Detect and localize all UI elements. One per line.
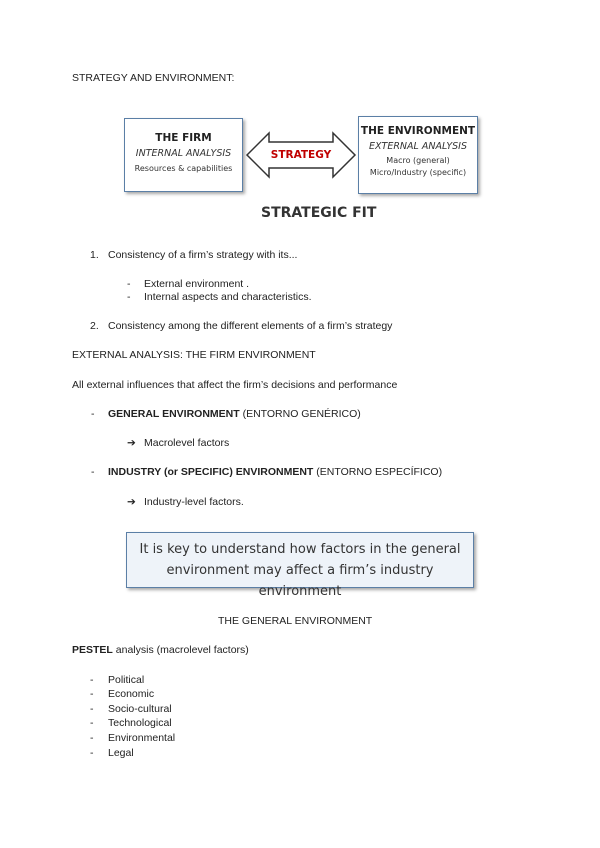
environment-box (358, 116, 478, 194)
firm-title: THE FIRM (155, 132, 212, 144)
arrow-bullet-icon: ➔ (127, 496, 136, 508)
callout-box (126, 532, 474, 599)
bold-term: PESTEL (72, 644, 113, 656)
dash-bullet: - (90, 732, 94, 744)
section-heading: EXTERNAL ANALYSIS: THE FIRM ENVIRONMENT (72, 349, 316, 361)
general-environment-item (108, 408, 361, 420)
dash-bullet: - (127, 278, 131, 290)
term-translation: (ENTORNO ESPECÍFICO) (313, 466, 443, 478)
dash-bullet: - (90, 747, 94, 759)
strategy-label: STRATEGY (270, 149, 332, 161)
dash-bullet: - (127, 291, 131, 303)
dash-bullet: - (90, 717, 94, 729)
industry-environment-item (108, 466, 442, 478)
list-item: Political (108, 674, 145, 686)
dash-bullet: - (90, 674, 94, 686)
list-number: 1. (90, 249, 99, 261)
firm-detail: Resources & capabilities (134, 164, 233, 173)
list-item: Industry-level factors. (144, 496, 244, 508)
list-item: Economic (108, 688, 155, 700)
page-heading: STRATEGY AND ENVIRONMENT: (72, 72, 235, 84)
callout-line: environment may affect a firm’s industry environment (166, 563, 434, 599)
environment-title: THE ENVIRONMENT (360, 125, 476, 137)
list-number: 2. (90, 320, 99, 332)
dash-bullet: - (90, 703, 94, 715)
dash-bullet: - (90, 688, 94, 700)
environment-detail-macro: Macro (general) (386, 156, 450, 165)
list-item: Legal (108, 747, 134, 759)
arrow-bullet-icon: ➔ (127, 437, 136, 449)
list-item: Consistency among the different elements of a firm’s strategy (108, 320, 393, 332)
pestel-line (72, 644, 249, 656)
paragraph: All external influences that affect the firm’s decisions and performance (72, 379, 398, 391)
term-translation: (ENTORNO GENÉRICO) (239, 408, 361, 420)
environment-detail-micro: Micro/Industry (specific) (369, 168, 467, 177)
section-heading: THE GENERAL ENVIRONMENT (218, 615, 373, 627)
list-item: External environment . (144, 278, 250, 290)
list-item: Socio-cultural (108, 703, 172, 715)
pestel-description: analysis (macrolevel factors) (112, 644, 249, 656)
list-item: Consistency of a firm’s strategy with its... (108, 249, 298, 261)
firm-subtitle: INTERNAL ANALYSIS (135, 148, 232, 159)
strategic-fit-label: STRATEGIC FIT (261, 205, 377, 221)
bold-term: INDUSTRY (or SPECIFIC) ENVIRONMENT (108, 466, 314, 478)
list-item: Environmental (108, 732, 176, 744)
environment-subtitle: EXTERNAL ANALYSIS (369, 141, 467, 152)
dash-bullet: - (91, 408, 95, 420)
firm-box (124, 118, 243, 192)
dash-bullet: - (91, 466, 95, 478)
list-item: Technological (108, 717, 172, 729)
list-item: Internal aspects and characteristics. (144, 291, 312, 303)
list-item: Macrolevel factors (144, 437, 230, 449)
callout-line: It is key to understand how factors in the general (139, 542, 461, 557)
bold-term: GENERAL ENVIRONMENT (108, 408, 240, 420)
